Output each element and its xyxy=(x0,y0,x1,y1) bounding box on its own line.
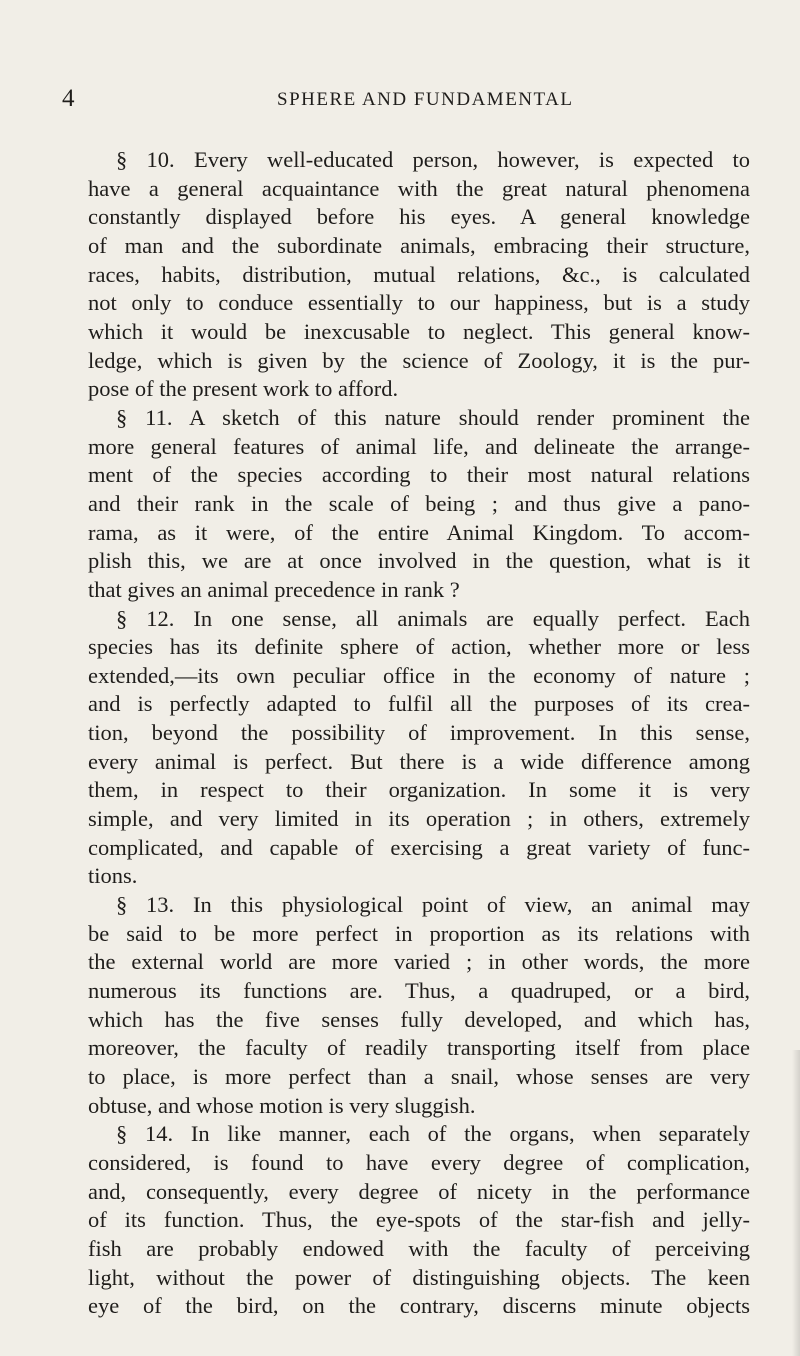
body-text xyxy=(88,146,750,1321)
text-line: eye of the bird, on the contrary, discerns minute objects xyxy=(88,1293,750,1319)
text-line: and their rank in the scale of being ; and thus give a pano- xyxy=(88,490,750,516)
text-line: constantly displayed before his eyes. A general knowledge xyxy=(88,204,750,230)
text-line: and, consequently, every degree of nicety in the performance xyxy=(88,1178,750,1204)
text-line: § 14. In like manner, each of the organs, when separately xyxy=(116,1121,750,1147)
text-line: considered, is found to have every degree of complication, xyxy=(88,1149,750,1175)
text-line: rama, as it were, of the entire Animal Kingdom. To accom- xyxy=(88,519,750,545)
text-line: simple, and very limited in its operation ; in others, extremely xyxy=(88,806,750,832)
text-line: and is perfectly adapted to fulfil all the purposes of its crea- xyxy=(88,691,750,717)
text-line: to place, is more perfect than a snail, whose senses are very xyxy=(88,1064,750,1089)
text-line: moreover, the faculty of readily transporting itself from place xyxy=(88,1035,750,1061)
page-number: 4 xyxy=(62,85,75,112)
text-line: them, in respect to their organization. In some it is very xyxy=(88,777,750,803)
text-line: ment of the species according to their most natural relations xyxy=(88,462,750,488)
text-line: § 13. In this physiological point of view, an animal may xyxy=(116,892,750,918)
text-line: more general features of animal life, and delineate the arrange- xyxy=(88,433,750,459)
text-line: that gives an animal precedence in rank ? xyxy=(88,576,460,602)
text-line: complicated, and capable of exercising a great variety of func- xyxy=(88,834,750,860)
text-line: § 10. Every well-educated person, however, is expected to xyxy=(116,147,750,172)
text-line: every animal is perfect. But there is a wide difference among xyxy=(88,748,750,774)
text-line: ledge, which is given by the science of Zoology, it is the pur- xyxy=(88,347,750,373)
text-line: which has the five senses fully developed, and which has, xyxy=(88,1006,750,1032)
page-header xyxy=(62,84,742,114)
text-line: be said to be more perfect in proportion as its relations with xyxy=(88,920,750,946)
text-line: not only to conduce essentially to our happiness, but is a study xyxy=(88,290,750,316)
page-edge-shadow xyxy=(792,1050,800,1356)
text-line: of man and the subordinate animals, embracing their structure, xyxy=(88,232,750,258)
text-line: fish are probably endowed with the faculty of perceiving xyxy=(88,1235,750,1261)
running-head: SPHERE AND FUNDAMENTAL xyxy=(277,89,574,110)
text-line: of its function. Thus, the eye-spots of the star-fish and jelly- xyxy=(88,1207,750,1233)
text-line: have a general acquaintance with the great natural phenomena xyxy=(88,175,750,201)
text-line: § 11. A sketch of this nature should render prominent the xyxy=(116,404,750,430)
text-line: tions. xyxy=(88,863,138,889)
text-line: pose of the present work to afford. xyxy=(88,376,399,402)
text-line: the external world are more varied ; in other words, the more xyxy=(88,949,750,975)
text-line: obtuse, and whose motion is very sluggish. xyxy=(88,1092,476,1118)
text-line: races, habits, distribution, mutual relations, &c., is calculated xyxy=(88,261,750,287)
text-line: § 12. In one sense, all animals are equally perfect. Each xyxy=(116,605,750,631)
text-line: numerous its functions are. Thus, a quadruped, or a bird, xyxy=(88,978,750,1004)
text-line: light, without the power of distinguishing objects. The keen xyxy=(88,1264,750,1290)
text-line: plish this, we are at once involved in the question, what is it xyxy=(88,548,750,574)
text-line: extended,—its own peculiar office in the economy of nature ; xyxy=(88,662,750,688)
text-line: species has its definite sphere of action, whether more or less xyxy=(88,634,750,660)
text-line: which it would be inexcusable to neglect. This general know- xyxy=(88,318,750,344)
text-line: tion, beyond the possibility of improvement. In this sense, xyxy=(88,720,750,746)
